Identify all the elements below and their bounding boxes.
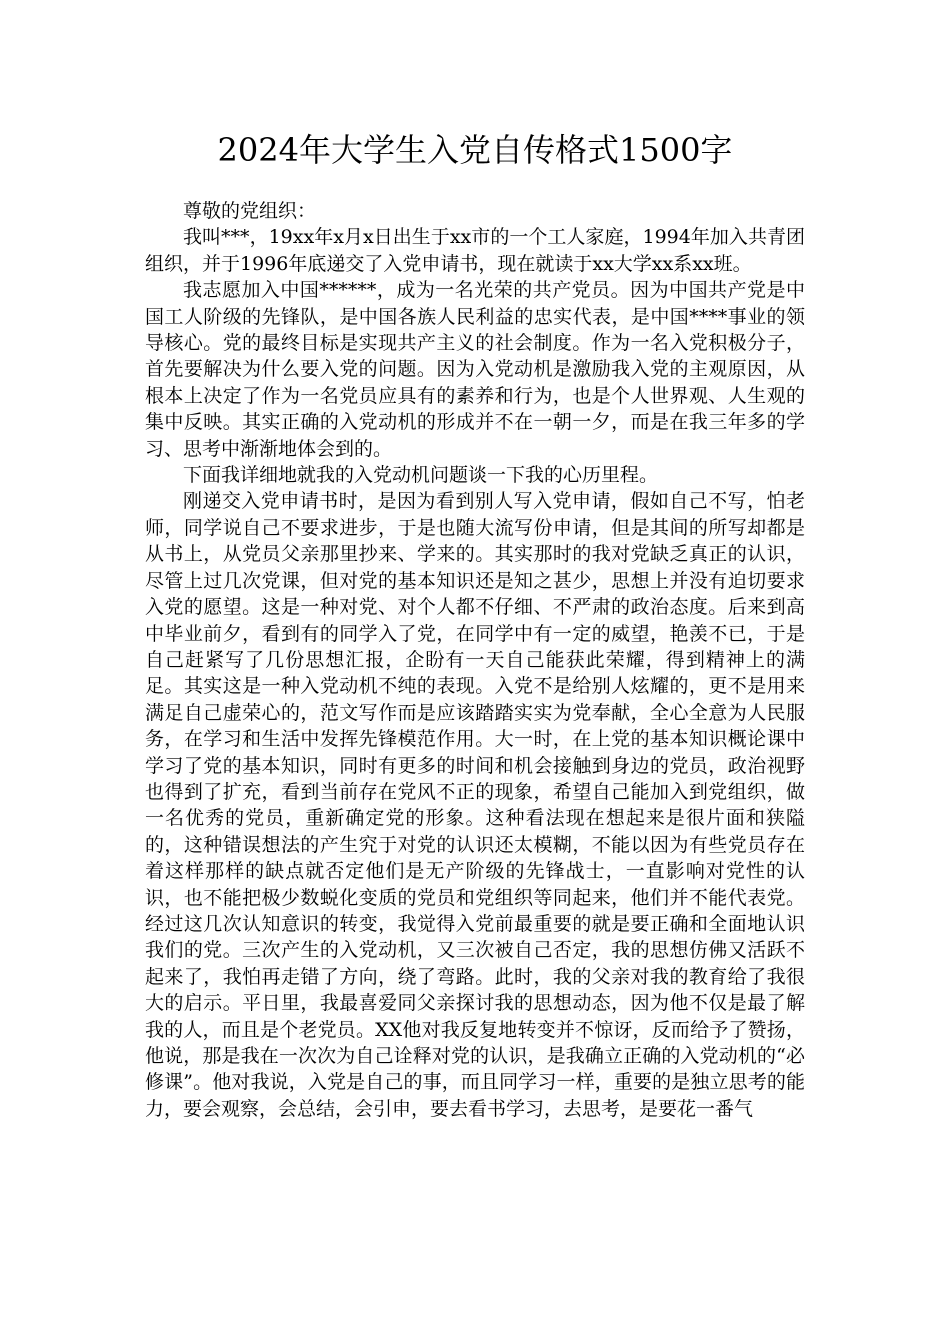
salutation: 尊敬的党组织： [183, 200, 317, 222]
document-title: 2024年大学生入党自传格式1500字 [217, 131, 733, 169]
body-paragraph: 我叫***，19xx年x月x日出生于xx市的一个工人家庭，1994年加入共青团组织，并于1996年底递交了入党申请书，现在就读于xx大学xx系xx班。 [145, 226, 805, 275]
document-body [145, 198, 805, 1122]
body-paragraph: 我志愿加入中国******，成为一名光荣的共产党员。因为中国共产党是中国工人阶级的先锋队，是中国各族人民利益的忠实代表，是中国****事业的领导核心。党的最终目标是实现共产主义的社会制度。作为一名入党积极分子，首先要解决为什么要入党的问题。因为入党动机是激励我入党的主观原因，从根本上决定了作为一名党员应具有的素养和行为，也是个人世界观、人生观的集中反映。其实正确的入党动机的形成并不在一朝一夕，而是在我三年多的学习、思考中渐渐地体会到的。 [145, 279, 805, 460]
body-paragraph: 下面我详细地就我的入党动机问题谈一下我的心历里程。 [183, 464, 659, 487]
body-paragraph: 刚递交入党申请书时，是因为看到别人写入党申请，假如自己不写，怕老师，同学说自己不要求进步，于是也随大流写份申请，但是其间的所写却都是从书上，从党员父亲那里抄来、学来的。其实那时的我对党缺乏真正的认识，尽管上过几次党课，但对党的基本知识还是知之甚少，思想上并没有迫切要求入党的愿望。这是一种对党、对个人都不仔细、不严肃的政治态度。后来到高中毕业前夕，看到有的同学入了党，在同学中有一定的威望，艳羡不已，于是自己赶紧写了几份思想汇报，企盼有一天自己能获此荣耀，得到精神上的满足。其实这是一种入党动机不纯的表现。入党不是给别人炫耀的，更不是用来满足自己虚荣心的，范文写作而是应该踏踏实实为党奉献，全心全意为人民服务，在学习和生活中发挥先锋模范作用。大一时，在上党的基本知识概论课中学习了党的基本知识，同时有更多的时间和机会接触到身边的党员，政治视野也得到了扩充，看到当前存在党风不正的现象，希望自己能加入到党组织，做一名优秀的党员，重新确定党的形象。这种看法现在想起来是很片面和狭隘的，这种错误想法的产生究于对党的认识还太模糊，不能以因为有些党员存在着这样那样的缺点就否定他们是无产阶级的先锋战士，一直影响对党性的认识，也不能把极少数蜕化变质的党员和党组织等同起来，他们并不能代表党。经过这几次认知意识的转变，我觉得入党前最重要的就是要正确和全面地认识我们的党。三次产生的入党动机，又三次被自己否定，我的思想仿佛又活跃不起来了，我怕再走错了方向，绕了弯路。此时，我的父亲对我的教育给了我很大的启示。平日里，我最喜爱同父亲探讨我的思想动态，因为他不仅是最了解我的人，而且是个老党员。XX他对我反复地转变并不惊讶，反而给予了赞扬，他说，那是我在一次次为自己诠释对党的认识，是我确立正确的入党动机的“必修课”。他对我说，入党是自己的事，而且同学习一样，重要的是独立思考的能力，要会观察，会总结，会引申，要去看书学习，去思考，是要花一番气 [145, 490, 805, 1120]
